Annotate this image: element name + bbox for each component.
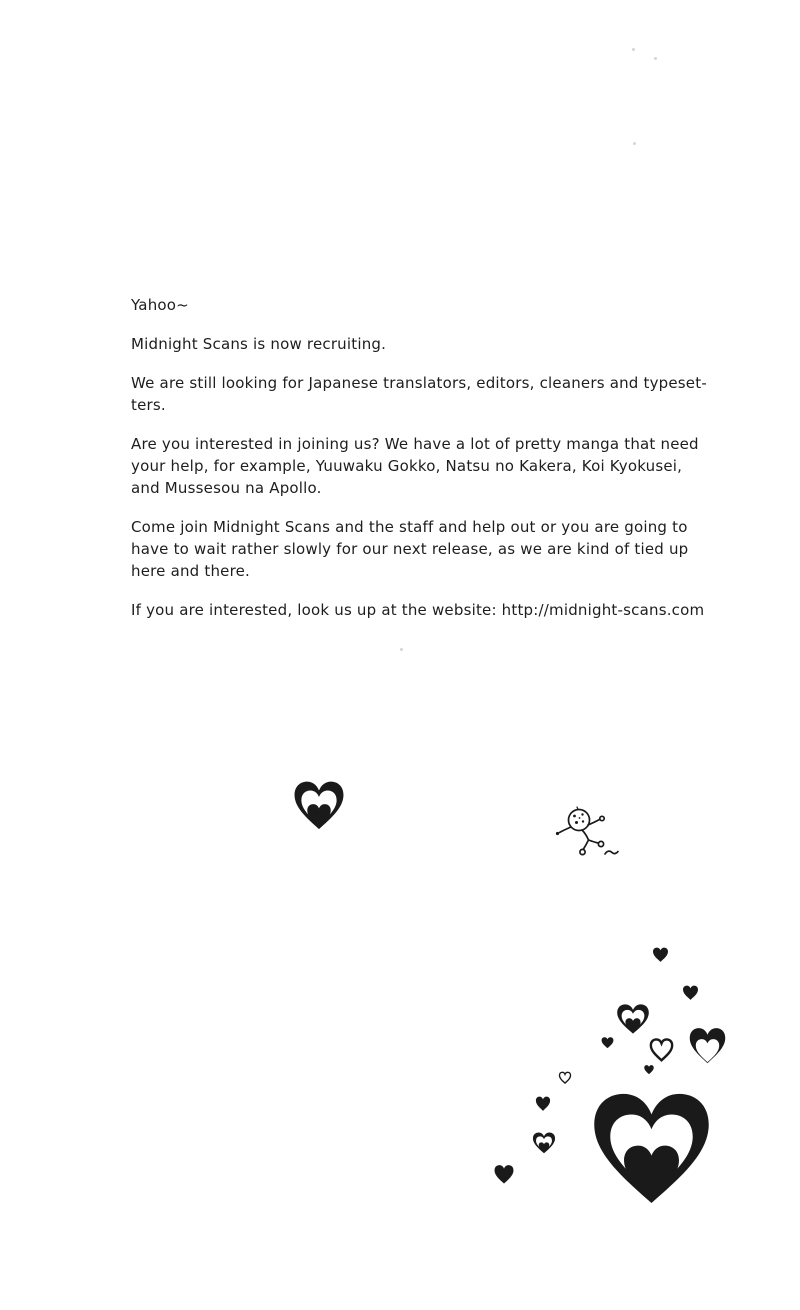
solid-heart-icon	[643, 1064, 655, 1075]
outline-heart-icon	[558, 1071, 572, 1084]
scan-speck	[633, 142, 636, 145]
letter-line: Come join Midnight Scans and the staff and help out or you are going to	[131, 518, 688, 536]
scan-speck	[632, 48, 635, 51]
concentric-heart-icon	[613, 1001, 653, 1036]
letter-line: ters.	[131, 396, 166, 414]
website-line: If you are interested, look us up at the website: http://midnight-scans.com	[131, 601, 705, 619]
scan-speck	[654, 57, 657, 60]
letter-line: and Mussesou na Apollo.	[131, 479, 322, 497]
letter-line: have to wait rather slowly for our next release, as we are kind of tied up	[131, 540, 689, 558]
letter-line: Midnight Scans is now recruiting.	[131, 335, 387, 353]
concentric-heart-icon	[579, 1081, 724, 1212]
solid-heart-icon	[534, 1095, 552, 1112]
lobes-heart-icon	[685, 1024, 730, 1066]
solid-heart-icon	[681, 984, 700, 1001]
letter-line: here and there.	[131, 562, 251, 580]
letter-line: your help, for example, Yuuwaku Gokko, Natsu no Kakera, Koi Kyokusei,	[131, 457, 683, 475]
solid-heart-icon	[600, 1036, 615, 1049]
solid-heart-icon	[492, 1163, 516, 1185]
concentric-heart-icon	[288, 776, 350, 833]
scan-speck	[400, 648, 403, 651]
outline-heart-icon	[648, 1037, 675, 1062]
letter-line: Are you interested in joining us? We have a lot of pretty manga that need	[131, 435, 699, 453]
solid-heart-icon	[651, 946, 670, 963]
stick-figure-doodle-icon	[552, 806, 622, 862]
letter-line: We are still looking for Japanese translators, editors, cleaners and typeset-	[131, 374, 707, 392]
concentric-heart-icon	[530, 1130, 558, 1155]
letter-line: Yahoo~	[131, 296, 189, 314]
